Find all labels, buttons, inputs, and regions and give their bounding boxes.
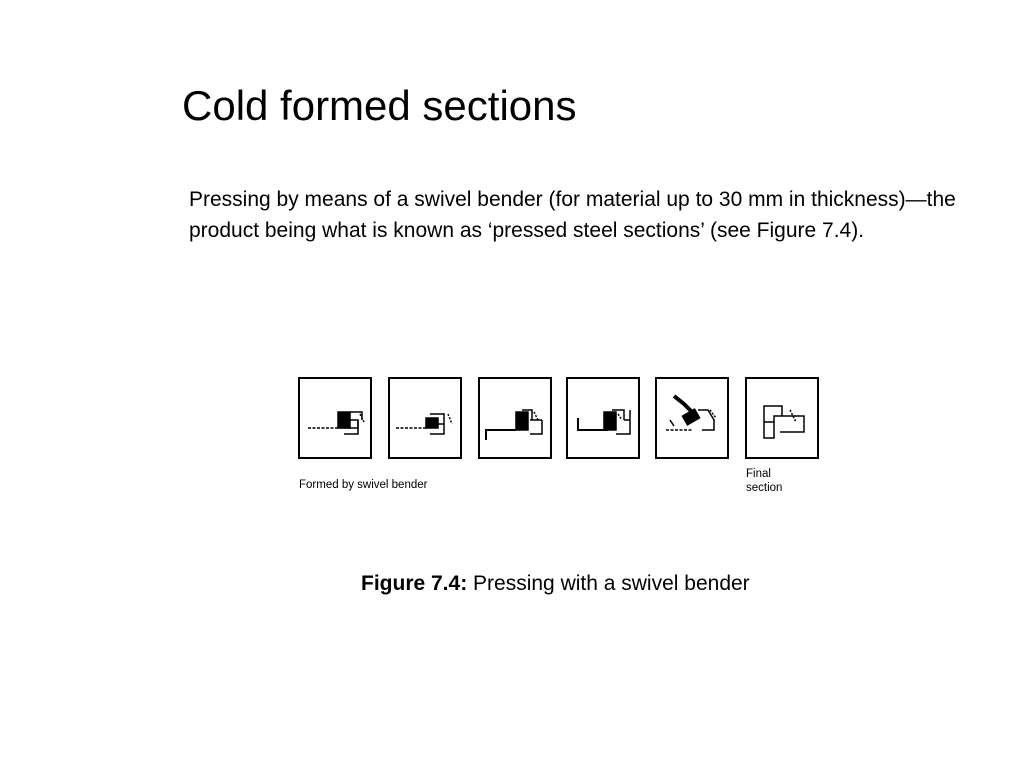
step-drawing-5 xyxy=(666,396,716,430)
figure-caption xyxy=(361,570,750,598)
slide-title: Cold formed sections xyxy=(182,82,577,129)
step-drawing-2 xyxy=(396,414,452,434)
caption-label: Figure 7.4: xyxy=(361,572,468,595)
step-frame-6 xyxy=(746,378,818,458)
label-final-line1: Final xyxy=(746,468,771,480)
caption-text: Pressing with a swivel bender xyxy=(467,572,750,595)
step-frame-1 xyxy=(299,378,371,458)
label-final-line2: section xyxy=(746,482,783,494)
step-drawing-1 xyxy=(308,412,364,434)
step-drawing-6 xyxy=(764,406,804,438)
label-formed-by-swivel-bender: Formed by swivel bender xyxy=(299,479,428,491)
body-paragraph: Pressing by means of a swivel bender (for material up to 30 mm in thickness)—the product being what is known as ‘pressed steel sections’ (see Figure 7.4). xyxy=(189,188,956,242)
swivel-bender-figure xyxy=(290,370,830,500)
step-frame-3 xyxy=(479,378,551,458)
step-drawing-4 xyxy=(578,410,630,434)
step-drawing-3 xyxy=(486,410,542,440)
